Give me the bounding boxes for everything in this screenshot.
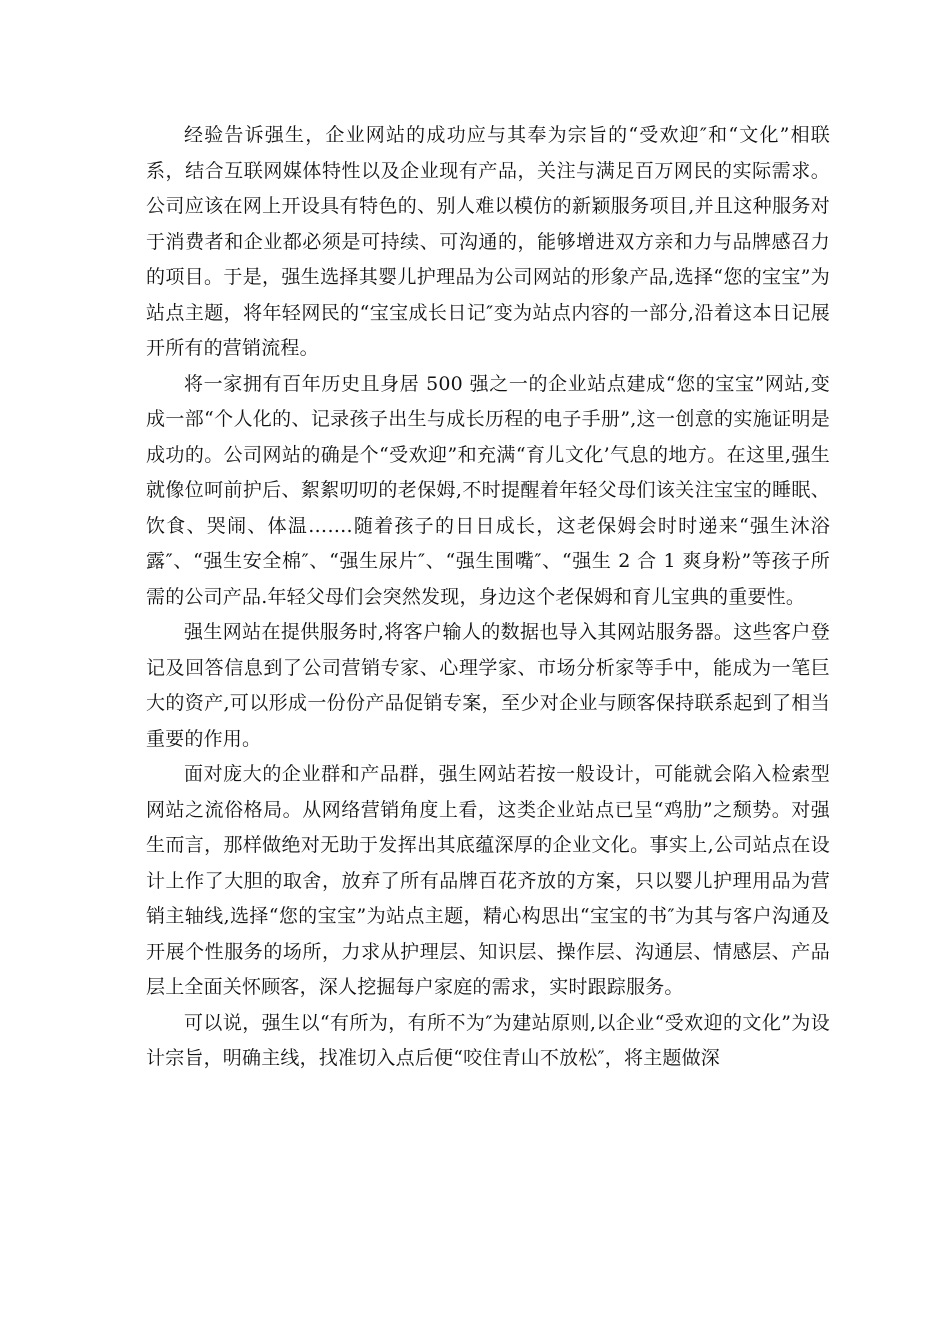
document-page (146, 118, 830, 1077)
paragraph-3: 强生网站在提供服务时,将客户输人的数据也导入其网站服务器。这些客户登记及回答信息到了公司营销专家、心理学家、市场分析家等手中，能成为一笔巨大的资产,可以形成一份份产品促销专案，至少对企业与顾客保持联系起到了相当重要的作用。 (146, 621, 830, 750)
paragraph-1: 经验告诉强生，企业网站的成功应与其奉为宗旨的“受欢迎″和“文化”相联系，结合互联网媒体特性以及企业现有产品，关注与满足百万网民的实际需求。公司应该在网上开设具有特色的、别人难以模仿的新颖服务项目,并且这种服务对于消费者和企业都必须是可持续、可沟通的，能够增进双方亲和力与品牌感召力的项目。于是，强生选择其婴儿护理品为公司网站的形象产品,选择“您的宝宝”为站点主题，将年轻网民的“宝宝成长日记″变为站点内容的一部分,沿着这本日记展开所有的营销流程。 (146, 124, 830, 359)
paragraph-2: 将一家拥有百年历史且身居 500 强之一的企业站点建成“您的宝宝”网站,变成一部“个人化的、记录孩子出生与成长历程的电子手册”,这一创意的实施证明是成功的。公司网站的确是个“受欢迎”和充满“育儿文化’气息的地方。在这里,强生就像位呵前护后、絮絮叨叨的老保姆,不时提醒着年轻父母们该关注宝宝的睡眠、饮食、哭闹、体温…….随着孩子的日日成长，这老保姆会时时递来“强生沐浴露″、“强生安全棉″、“强生尿片″、“强生围嘴″、“强生 2 合 1 爽身粉”等孩子所需的公司产品.年轻父母们会突然发现，身边这个老保姆和育儿宝典的重要性。 (146, 372, 830, 608)
paragraph-5: 可以说，强生以“有所为，有所不为″为建站原则,以企业“受欢迎的文化”为设计宗旨，明确主线，找准切入点后便“咬住青山不放松″，将主题做深 (146, 1011, 830, 1069)
paragraph-4: 面对庞大的企业群和产品群，强生网站若按一般设计，可能就会陷入检索型网站之流俗格局。从网络营销角度上看，这类企业站点已呈“鸡肋”之颓势。对强生而言，那样做绝对无助于发挥出其底蕴深厚的企业文化。事实上,公司站点在设计上作了大胆的取舍，放弃了所有品牌百花齐放的方案，只以婴儿护理用品为营销主轴线,选择“您的宝宝”为站点主题，精心构思出“宝宝的书″为其与客户沟通及开展个性服务的场所，力求从护理层、知识层、操作层、沟通层、情感层、产品层上全面关怀顾客，深人挖掘每户家庭的需求，实时跟踪服务。 (146, 763, 830, 998)
